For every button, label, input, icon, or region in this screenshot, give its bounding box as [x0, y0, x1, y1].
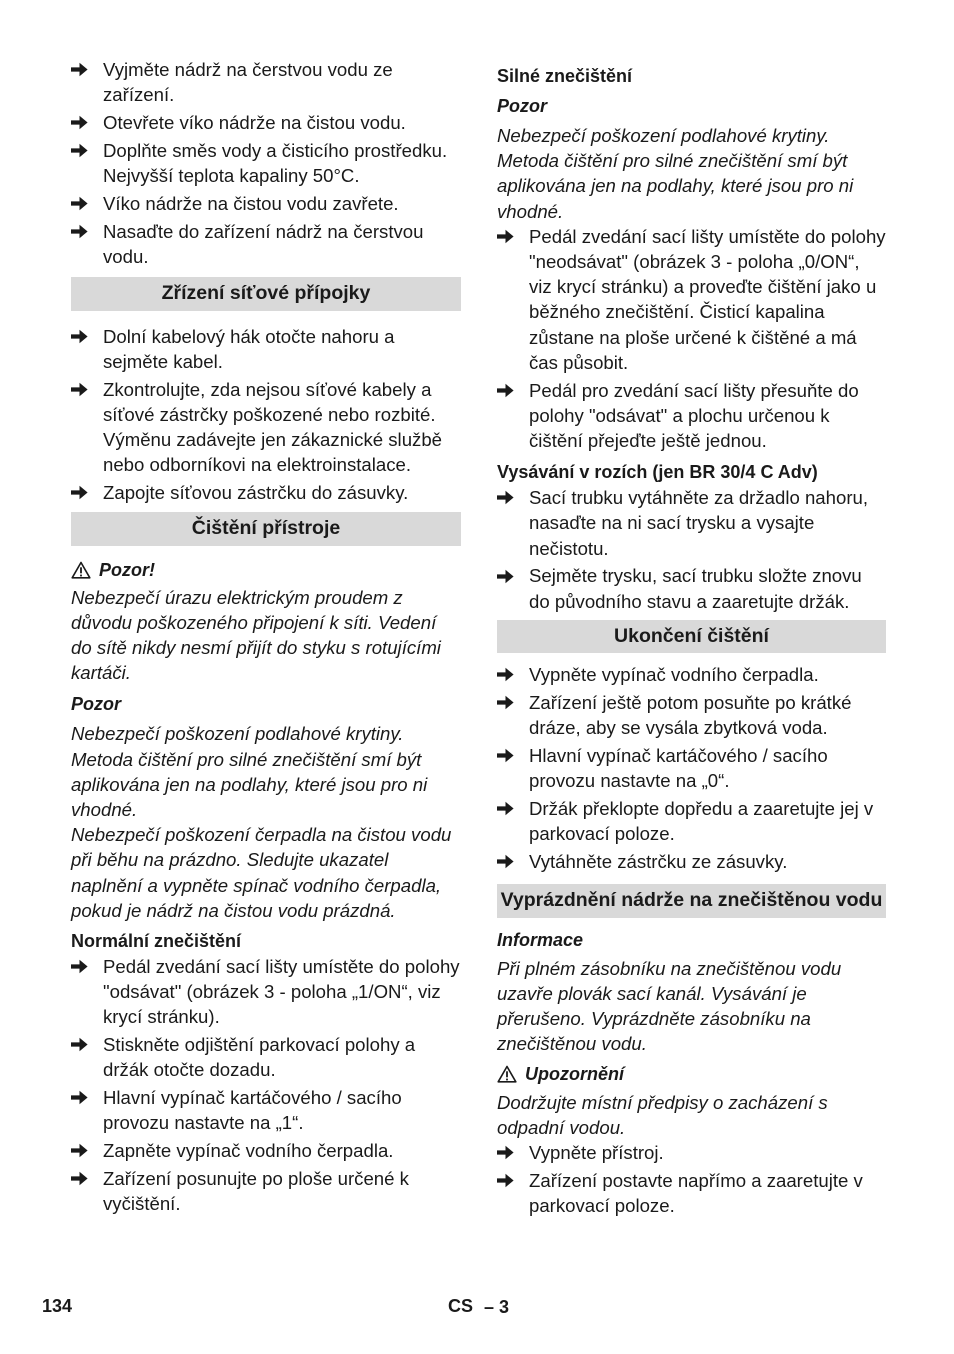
info-text: Při plném zásobníku na znečištěnou vodu uzavře plovák sací kanál. Vysávání je přerušeno. Vyprázdněte zásobníku na znečištěnou vodu. — [497, 957, 842, 1055]
list-item — [71, 1085, 461, 1135]
subsection-heading: Silné znečištění — [497, 66, 633, 86]
subsection-heading: Vysávání v rozích (jen BR 30/4 C Adv) — [497, 462, 818, 483]
list-item-text: Sejměte trysku, sací trubku složte znovu do původního stavu a zaaretujte držák. — [529, 565, 862, 612]
arrow-right-icon — [497, 662, 529, 687]
section-heading: Zřízení síťové přípojky — [71, 277, 461, 311]
arrow-right-icon — [497, 1140, 529, 1165]
list-item-text: Víko nádrže na čistou vodu zavřete. — [103, 192, 399, 214]
list-item — [71, 138, 461, 188]
arrow-right-icon — [497, 378, 529, 403]
arrow-right-icon — [71, 110, 103, 135]
info-label: Informace — [497, 929, 584, 950]
list-item-text: Vypněte vypínač vodního čerpadla. — [529, 664, 819, 686]
list-item-text: Stiskněte odjištění parkovací polohy a držák otočte dozadu. — [103, 1034, 416, 1081]
arrow-right-icon — [71, 1166, 103, 1191]
section-heading: Čištění přístroje — [71, 512, 461, 546]
list-item — [497, 849, 886, 874]
arrow-right-icon — [497, 1168, 529, 1193]
arrow-right-icon — [71, 1085, 103, 1110]
footer-lang: CS — [448, 1296, 474, 1316]
bullet-list — [71, 954, 461, 1216]
list-item-text: Pedál zvedání sací lišty umístěte do polohy "neodsávat" (obrázek 3 - poloha „0/ON“, viz krycí stránku) a proveďte čištění jako u běžného znečištění. Čisticí kapalina zůstane na ploše určené k čištěné a má čas působit. — [529, 225, 886, 373]
list-item-text: Otevřete víko nádrže na čistou vodu. — [103, 112, 406, 133]
bullet-list — [71, 57, 461, 269]
subsection-heading: Normální znečištění — [71, 931, 242, 952]
bullet-list — [497, 224, 886, 453]
list-item-text: Pedál pro zvedání sací lišty přesuňte do polohy "odsávat" a plochu určenou k čištění přejeďte ještě jednou. — [529, 379, 859, 452]
arrow-right-icon — [71, 138, 103, 163]
list-item — [71, 1032, 461, 1082]
list-item-text: Vyjměte nádrž na čerstvou vodu ze zařízení. — [103, 59, 393, 106]
list-item — [71, 377, 461, 478]
list-item-text: Zařízení posunujte po ploše určené k vyčištění. — [103, 1168, 409, 1215]
arrow-right-icon — [71, 191, 103, 216]
list-item — [497, 690, 886, 740]
caution-label: Pozor — [497, 96, 548, 116]
notice-text: Dodržujte místní předpisy o zacházení s odpadní vodou. — [497, 1091, 828, 1138]
arrow-right-icon — [497, 690, 529, 715]
arrow-right-icon — [497, 224, 529, 249]
list-item — [497, 743, 886, 793]
warning-text: Nebezpečí úrazu elektrickým proudem z důvodu poškozeného připojení k síti. Vedení do sítě nikdy nesmí přijít do styku s rotujícími kartáči. — [71, 586, 441, 684]
list-item — [71, 1138, 461, 1163]
list-item-text: Pedál zvedání sací lišty umístěte do polohy "odsávat" (obrázek 3 - poloha „1/ON“, viz krycí stránku). — [103, 956, 460, 1028]
list-item — [71, 954, 461, 1030]
list-item — [71, 110, 461, 135]
list-item-text: Držák překlopte dopředu a zaaretujte jej v parkovací poloze. — [529, 798, 874, 845]
caution-label: Pozor — [71, 694, 122, 715]
warning-triangle-icon — [497, 1065, 517, 1083]
list-item — [71, 219, 461, 269]
list-item — [71, 57, 461, 107]
bullet-list — [71, 324, 461, 506]
warning-label: Pozor! — [99, 559, 155, 580]
bullet-list — [497, 485, 886, 614]
list-item-text: Dolní kabelový hák otočte nahoru a sejměte kabel. — [103, 325, 395, 372]
arrow-right-icon — [71, 324, 103, 349]
list-item-text: Vypněte přístroj. — [529, 1142, 664, 1164]
arrow-right-icon — [71, 954, 103, 979]
list-item — [497, 485, 886, 561]
arrow-right-icon — [71, 219, 103, 244]
list-item-text: Doplňte směs vody a čisticího prostředku. Nejvyšší teplota kapaliny 50°C. — [103, 139, 448, 186]
list-item-text: Zařízení postavte napřímo a zaaretujte v parkovací poloze. — [529, 1169, 863, 1217]
list-item — [497, 378, 886, 454]
arrow-right-icon — [497, 563, 529, 588]
list-item — [71, 480, 461, 505]
arrow-right-icon — [497, 743, 529, 768]
arrow-right-icon — [497, 485, 529, 510]
arrow-right-icon — [71, 57, 103, 82]
list-item-text: Zařízení ještě potom posuňte po krátké dráze, aby se vysála zbytková voda. — [529, 692, 852, 739]
list-item-text: Zkontrolujte, zda nejsou síťové kabely a síťové zástrčky poškozené nebo rozbité. Výměnu zadávejte jen zákaznické službě nebo odborníkovi na elektroinstalace. — [103, 378, 443, 476]
caution-text: Nebezpečí poškození podlahové krytiny. Metoda čištění pro silné znečištění smí být aplikována jen na podlahy, které jsou pro ni vhodné. — [71, 723, 428, 821]
list-item — [71, 1166, 461, 1216]
list-item-text: Vytáhněte zástrčku ze zásuvky. — [529, 851, 788, 873]
list-item — [497, 563, 886, 613]
list-item — [71, 191, 461, 216]
warning-block — [71, 558, 461, 583]
list-item-text: Zapojte síťovou zástrčku do zásuvky. — [103, 481, 409, 503]
list-item-text: Hlavní vypínač kartáčového / sacího provozu nastavte na „1“. — [103, 1087, 402, 1134]
bullet-list — [497, 1140, 886, 1218]
right-column — [497, 57, 886, 1221]
notice-block — [497, 1062, 886, 1087]
arrow-right-icon — [497, 849, 529, 874]
list-item — [497, 662, 886, 687]
arrow-right-icon — [71, 1032, 103, 1057]
list-item — [497, 796, 886, 846]
list-item — [497, 1140, 886, 1165]
caution-text: Nebezpečí poškození čerpadla na čistou vodu při běhu na prázdno. Sledujte ukazatel naplnění a vypněte spínač vodního čerpadla, pokud je nádrž na čistou vodu prázdná. — [71, 824, 452, 921]
bullet-list — [497, 662, 886, 874]
section-heading: Ukončení čištění — [497, 620, 886, 654]
section-heading: Vyprázdnění nádrže na znečištěnou vodu — [497, 884, 886, 918]
list-item — [497, 1168, 886, 1218]
list-item — [71, 324, 461, 374]
footer-section: – 3 — [484, 1297, 510, 1317]
caution-text: Nebezpečí poškození podlahové krytiny. Metoda čištění pro silné znečištění smí být aplikována jen na podlahy, které jsou pro ni vhodné. — [497, 125, 854, 222]
list-item-text: Zapněte vypínač vodního čerpadla. — [103, 1140, 394, 1162]
list-item-text: Nasaďte do zařízení nádrž na čerstvou vodu. — [103, 220, 424, 267]
list-item-text: Sací trubku vytáhněte za držadlo nahoru, nasaďte na ni sací trysku a vysajte nečistotu. — [529, 487, 869, 559]
arrow-right-icon — [71, 1138, 103, 1163]
arrow-right-icon — [71, 480, 103, 505]
list-item — [497, 224, 886, 375]
page-number: 134 — [42, 1296, 73, 1316]
list-item-text: Hlavní vypínač kartáčového / sacího provozu nastavte na „0“. — [529, 745, 828, 792]
notice-label: Upozornění — [525, 1063, 624, 1084]
warning-triangle-icon — [71, 561, 91, 579]
arrow-right-icon — [71, 377, 103, 402]
left-column — [71, 57, 461, 1219]
arrow-right-icon — [497, 796, 529, 821]
